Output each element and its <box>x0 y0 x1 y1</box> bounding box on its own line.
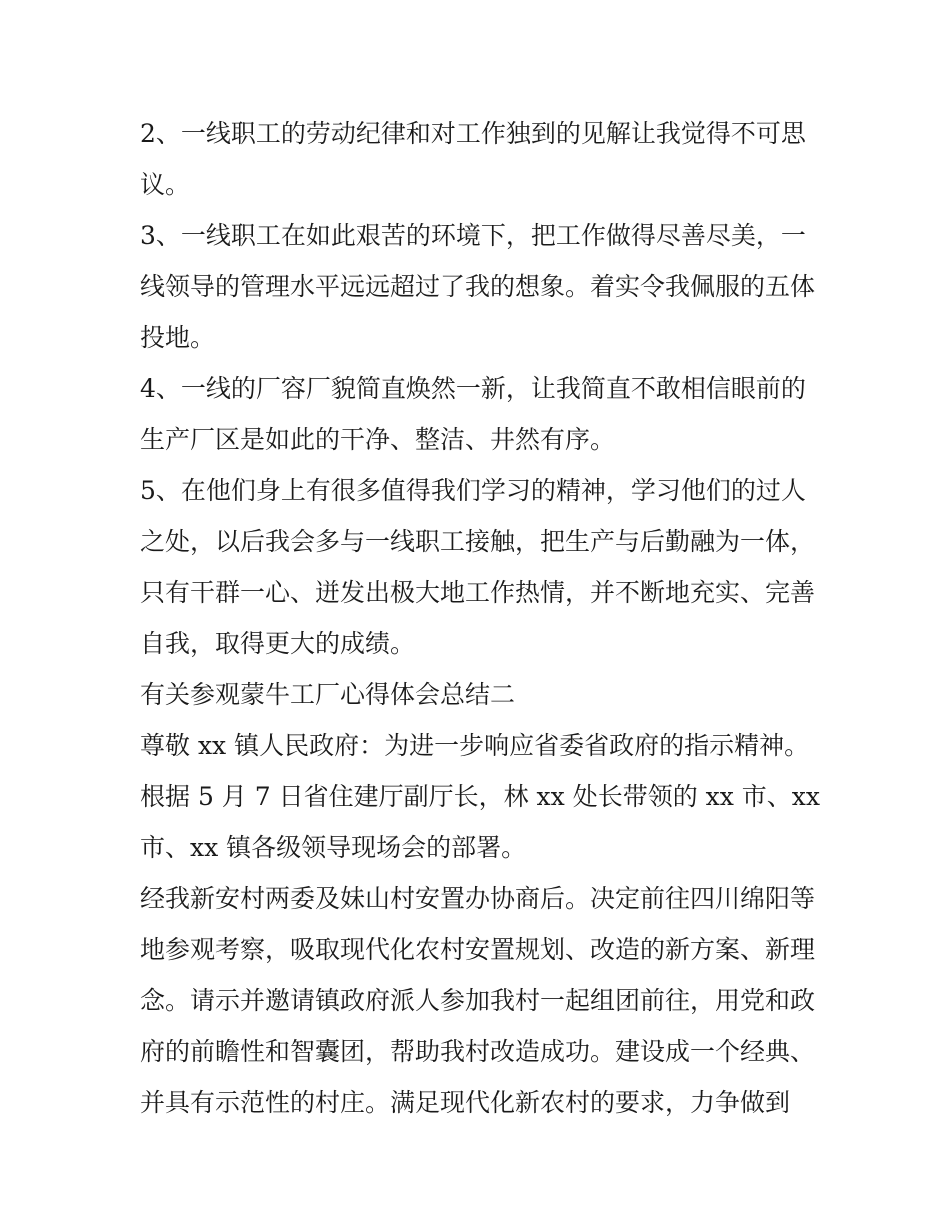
text-line: 5、在他们身上有很多值得我们学习的精神，学习他们的过人 <box>140 476 806 505</box>
text-line: 4、一线的厂容厂貌简直焕然一新，让我简直不敢相信眼前的 <box>140 374 806 403</box>
text-line: 3、一线职工在如此艰苦的环境下，把工作做得尽善尽美，一 <box>140 221 806 250</box>
text-line: 并具有示范性的村庄。满足现代化新农村的要求，力争做到 <box>140 1088 791 1117</box>
text-line: 生产厂区是如此的干净、整洁、井然有序。 <box>140 425 616 454</box>
document-body <box>140 108 820 1128</box>
text-line: 之处，以后我会多与一线职工接触，把生产与后勤融为一体， <box>140 527 816 556</box>
text-line: 府的前瞻性和智囊团，帮助我村改造成功。建设成一个经典、 <box>140 1037 816 1066</box>
text-line: 自我，取得更大的成绩。 <box>140 629 416 658</box>
text-line: 尊敬 xx 镇人民政府：为进一步响应省委省政府的指示精神。 <box>140 731 810 760</box>
text-line: 根据 5 月 7 日省住建厅副厅长，林 xx 处长带领的 xx 市、xx <box>140 782 820 811</box>
text-line: 市、xx 镇各级领导现场会的部署。 <box>140 833 527 862</box>
text-line: 地参观考察，吸取现代化农村安置规划、改造的新方案、新理 <box>140 935 816 964</box>
text-line: 念。请示并邀请镇政府派人参加我村一起组团前往，用党和政 <box>140 986 816 1015</box>
text-line: 只有干群一心、迸发出极大地工作热情，并不断地充实、完善 <box>140 578 816 607</box>
text-line: 投地。 <box>140 323 216 352</box>
section-heading: 有关参观蒙牛工厂心得体会总结二 <box>140 680 516 709</box>
text-line: 议。 <box>140 170 191 199</box>
text-line: 经我新安村两委及妹山村安置办协商后。决定前往四川绵阳等 <box>140 884 816 913</box>
text-line: 线领导的管理水平远远超过了我的想象。着实令我佩服的五体 <box>140 272 816 301</box>
text-line: 2、一线职工的劳动纪律和对工作独到的见解让我觉得不可思 <box>140 119 806 148</box>
